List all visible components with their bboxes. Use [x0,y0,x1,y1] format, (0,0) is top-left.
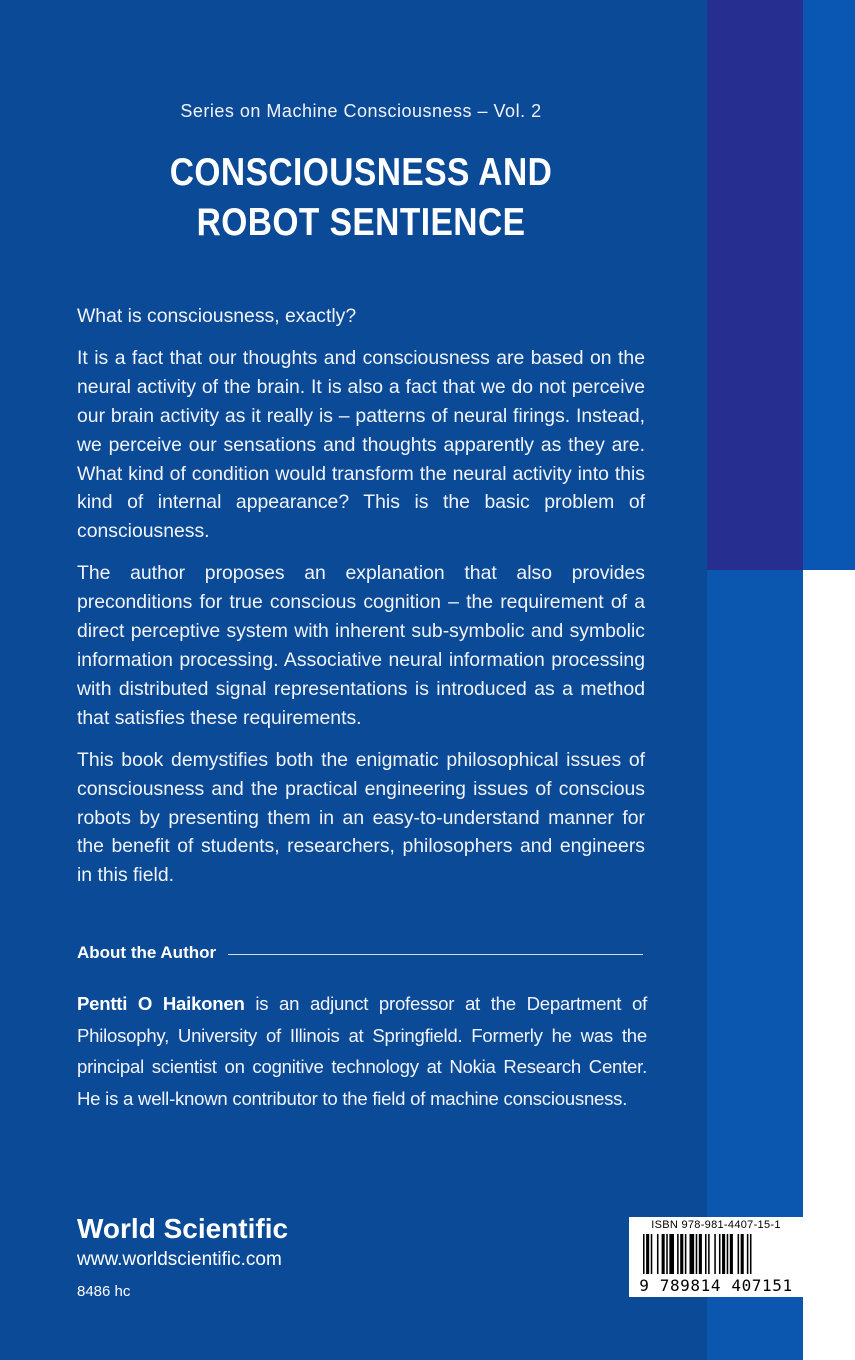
barcode-bar [730,1234,733,1274]
about-author-rule [228,954,643,955]
book-title-line-2: ROBOT SENTIENCE [196,201,526,244]
publisher-name: World Scientific [77,1213,289,1244]
barcode-bar [669,1234,674,1274]
blurb [77,302,645,903]
blurb-paragraph: What is consciousness, exactly? [77,305,357,327]
barcode-digits: 9 789814 407151 [639,1276,793,1295]
barcode-bar [719,1234,721,1274]
book-title-line-1: CONSCIOUSNESS AND [169,151,553,194]
series-title: Series on Machine Consciousness – Vol. 2 [180,101,542,121]
publisher-url: www.worldscientific.com [77,1249,282,1270]
barcode-bar [690,1234,695,1274]
product-code: 8486 hc [77,1283,131,1300]
barcode-bar [714,1234,716,1274]
barcode-bar [722,1234,725,1274]
barcode-bar [747,1234,749,1274]
barcode-bar [738,1234,740,1274]
barcode-bar [750,1234,752,1274]
barcode-bar [666,1234,668,1274]
barcode-bar [662,1234,665,1274]
barcode-bar [680,1234,683,1274]
blurb-paragraph: This book demystifies both the enigmatic philosophical issues of consciousness and the practical engineering issues of conscious robots by presenting them in an easy-to-understand manner for the benefit of students, researchers, philosophers and engineers in this field. [77,748,645,887]
barcode-bar [677,1234,679,1274]
barcode-bars [629,1234,803,1278]
barcode-bar [705,1234,707,1274]
barcode-bar [727,1234,729,1274]
barcode-bar [646,1234,649,1274]
about-author-heading-text: About the Author [77,943,217,962]
page-background [803,570,855,1360]
author-bio-text: is an adjunct professor at the Department of Philosophy, University of Illinois at Springfield. Formerly he was the principal scientist on cognitive technology at Nokia Research Center. He is a well-known contributor to the field of machine consciousness. [77,993,647,1109]
cover-edge-top [803,0,855,570]
author-name: Pentti O Haikonen [77,993,245,1014]
isbn-barcode [629,1217,803,1297]
about-author-bio [77,988,647,1114]
isbn-label: ISBN 978-981-4407-15-1 [651,1219,781,1231]
barcode-bar [708,1234,710,1274]
barcode-bar [685,1234,687,1274]
about-author-heading [77,943,643,963]
publisher-block [77,1213,288,1303]
barcode-bar [699,1234,702,1274]
blurb-paragraph: It is a fact that our thoughts and consciousness are based on the neural activity of the brain. It is also a fact that we do not perceive our brain activity as it really is – patterns of neural firings. Instead, we perceive our sensations and thoughts apparently as they are. What kind of condition would transform the neural activity into this kind of internal appearance? This is the basic problem of consciousness. [77,346,645,543]
barcode-bar [696,1234,698,1274]
blurb-paragraph: The author proposes an explanation that also provides preconditions for true conscious cognition – the requirement of a direct perceptive system with inherent sub-symbolic and symbolic information processing. Associative neural information processing with distributed signal representations is introduced as a method that satisfies these requirements. [77,562,645,729]
barcode-bar [657,1234,659,1274]
book-title [51,148,672,248]
barcode-bar [643,1234,645,1274]
barcode-bar [651,1234,653,1274]
spine-top [707,0,803,570]
barcode-bar [741,1234,744,1274]
